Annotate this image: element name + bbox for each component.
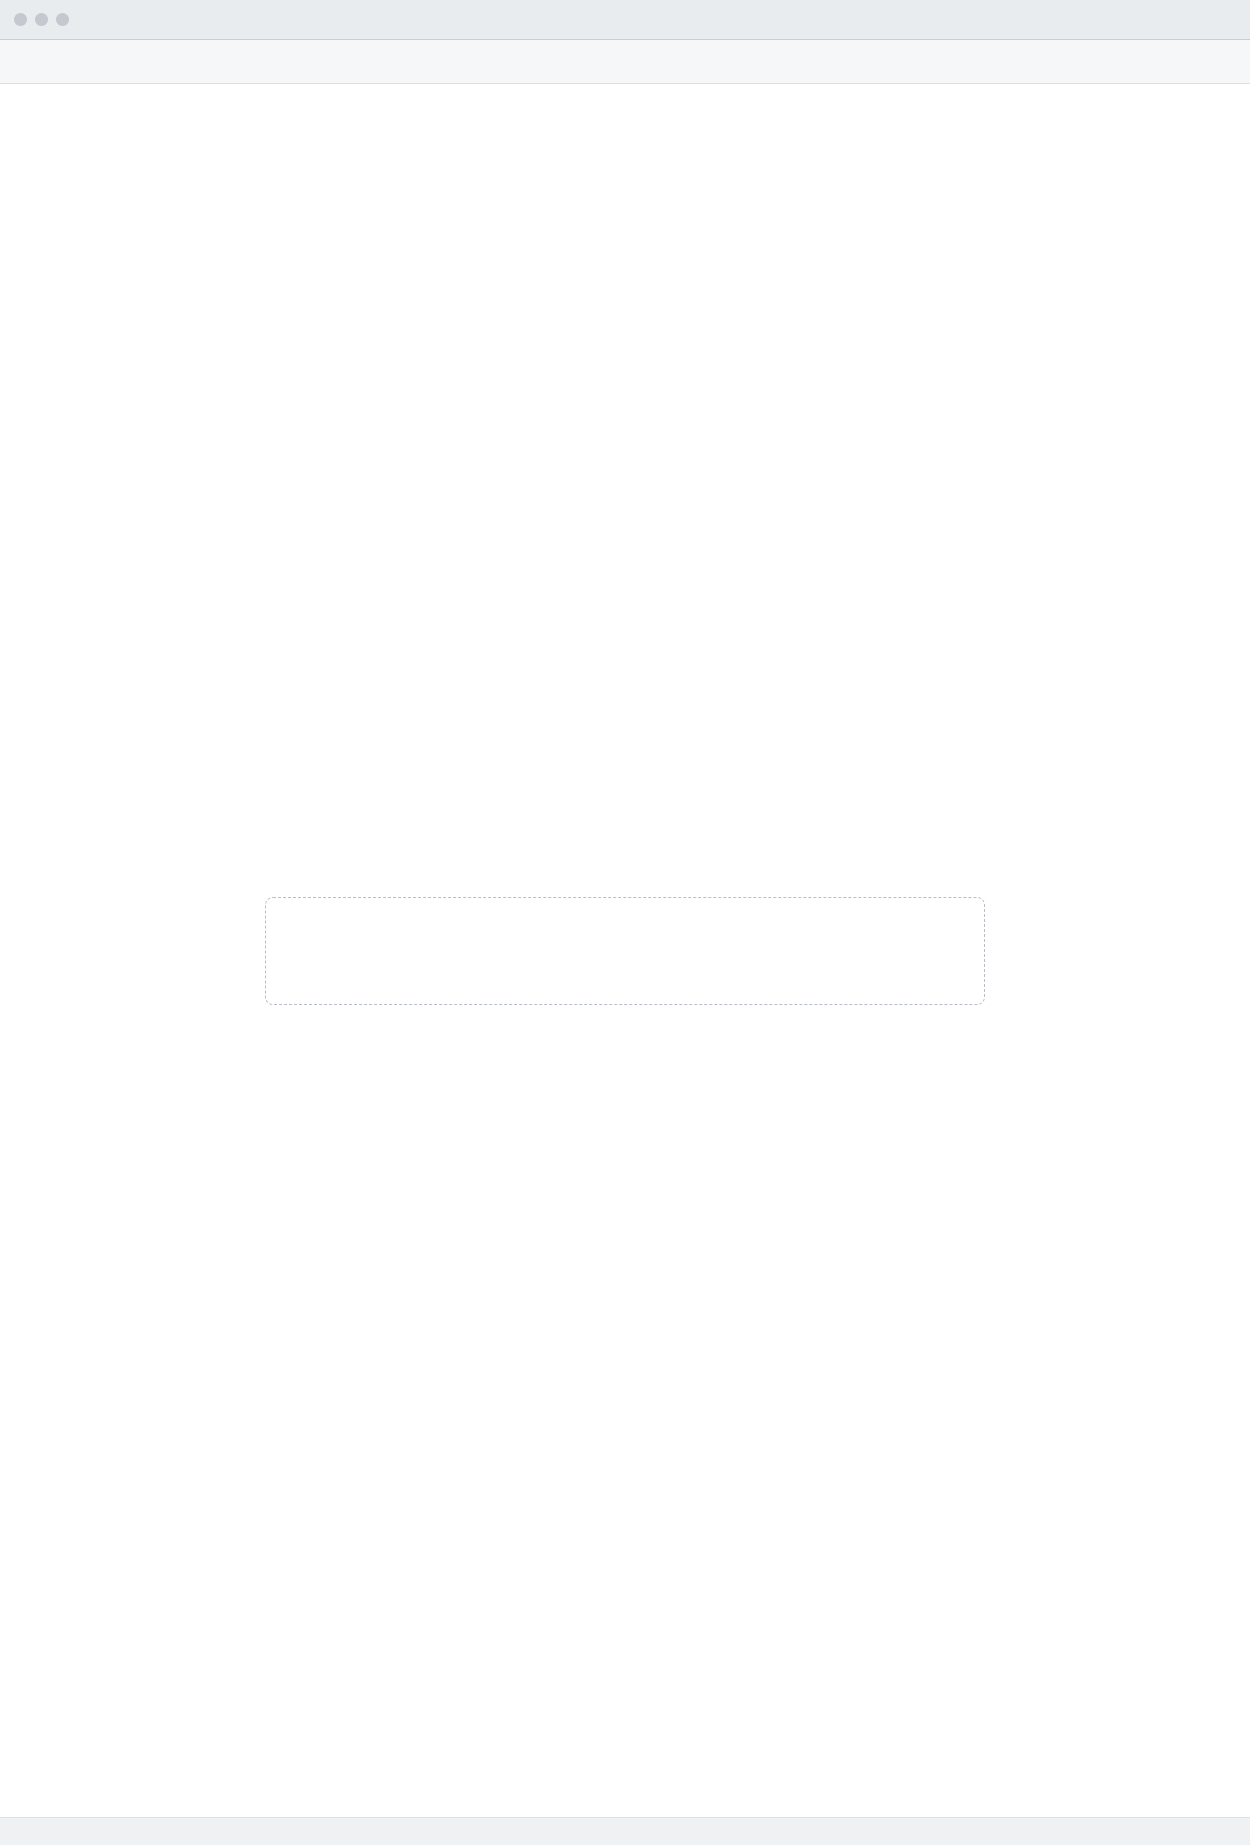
content-body bbox=[294, 958, 956, 976]
status-bar bbox=[0, 1817, 1250, 1845]
close-window-button[interactable] bbox=[14, 13, 27, 26]
title-bar bbox=[0, 0, 1250, 40]
content-heading bbox=[294, 926, 956, 948]
minimize-window-button[interactable] bbox=[35, 13, 48, 26]
main-content bbox=[0, 84, 1250, 1817]
window-controls bbox=[14, 13, 69, 26]
maximize-window-button[interactable] bbox=[56, 13, 69, 26]
content-area bbox=[265, 897, 985, 1005]
toolbar bbox=[0, 40, 1250, 84]
